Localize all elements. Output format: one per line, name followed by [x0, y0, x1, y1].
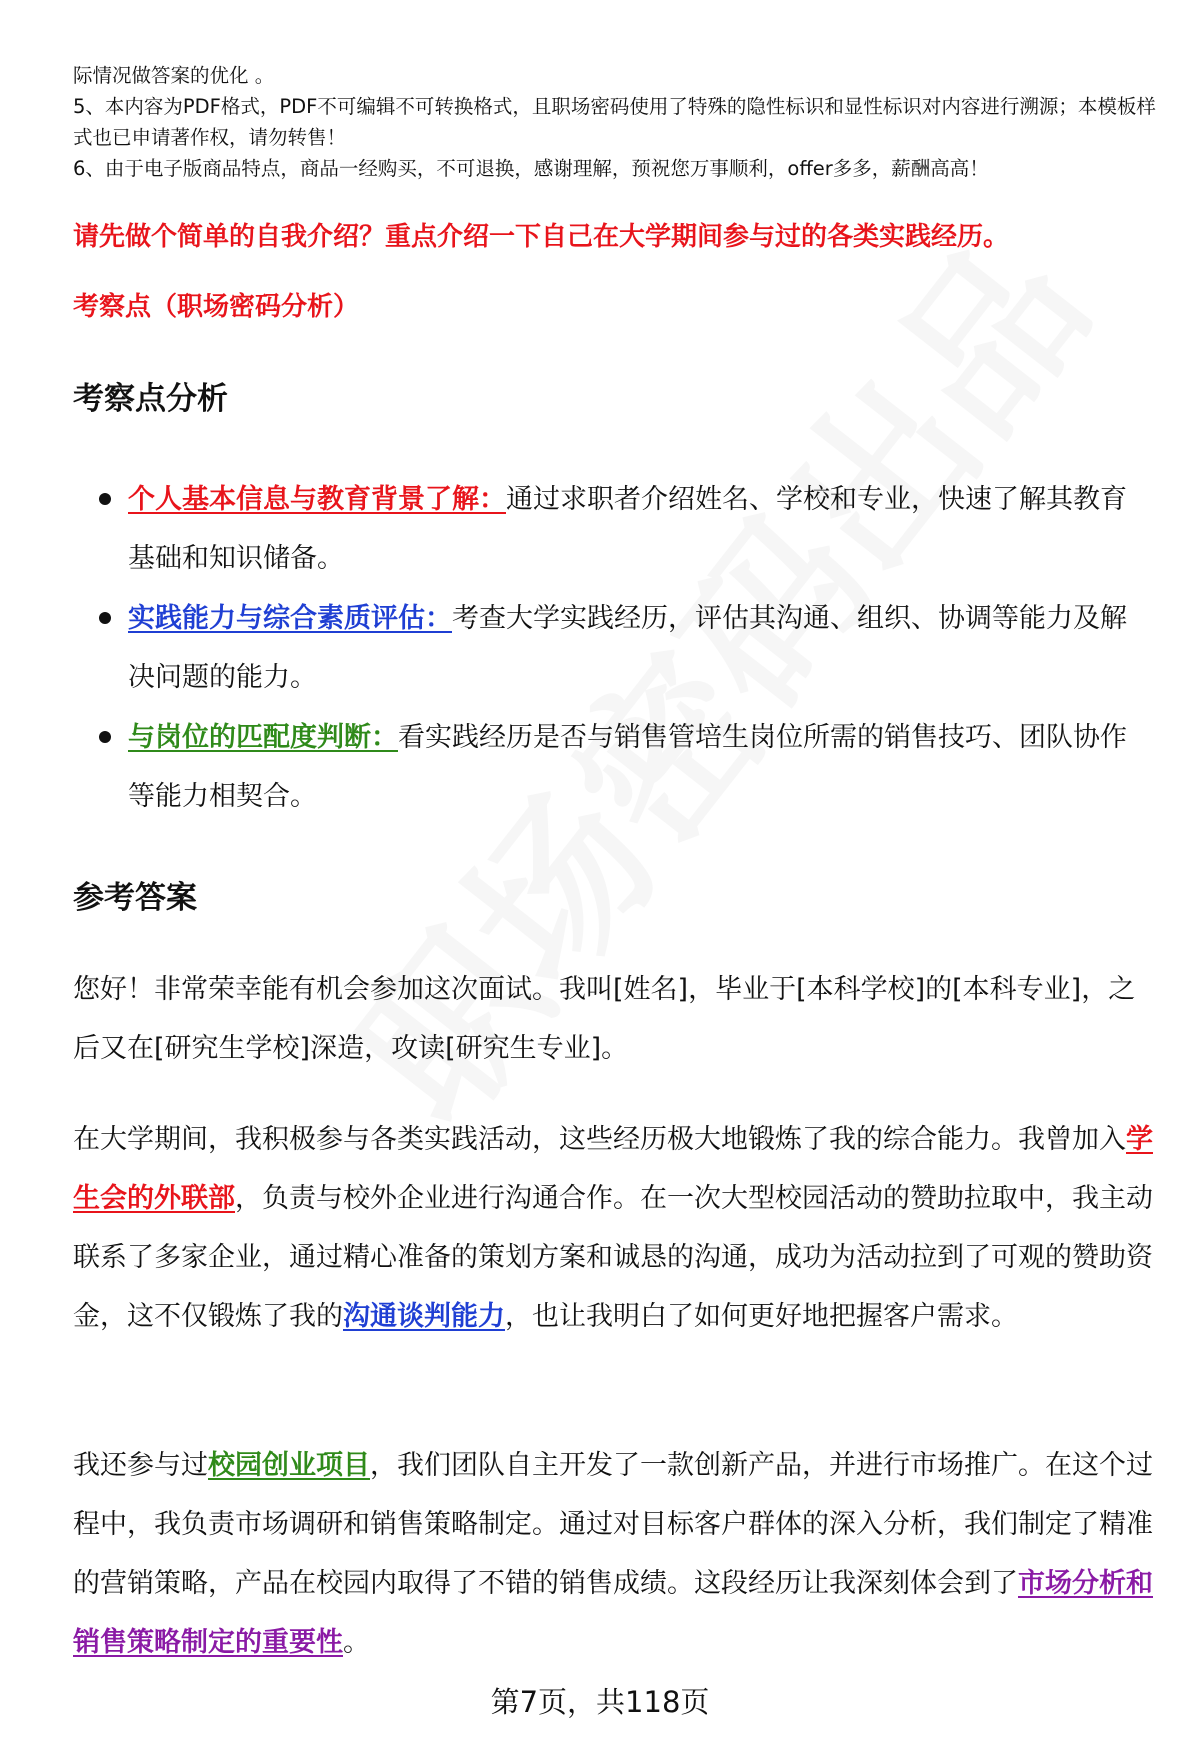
answer-keyword: 沟通谈判能力: [343, 1301, 505, 1332]
answer-text: ，负责与校外企业进行沟通合作。在一次大型校园活动的赞助拉取中，我主动联系了多家企业，通过精心准备的策划方案和诚恳的沟通，成功为活动拉到了可观的赞助资金，这不仅锻炼了我的: [73, 1183, 1153, 1332]
bullet-icon: [99, 493, 111, 505]
answer-keyword: 校园创业项目: [208, 1450, 370, 1481]
bullet-icon: [99, 612, 111, 624]
answer-text: 。: [343, 1627, 370, 1658]
answer-keyword: 学生会的外联部: [73, 1124, 1153, 1214]
answer-text: 我还参与过: [73, 1450, 208, 1481]
analysis-keyword: 个人基本信息与教育背景了解：: [128, 484, 506, 515]
answer-paragraph: [73, 1436, 1153, 1672]
analysis-heading: 考察点分析: [73, 381, 228, 417]
analysis-item: [73, 589, 1143, 707]
analysis-text: 看实践经历是否与销售管培生岗位所需的销售技巧、团队协作等能力相契合。: [128, 722, 1127, 812]
note-line: 际情况做答案的优化 。: [73, 64, 275, 87]
answer-paragraph: [73, 1110, 1153, 1346]
analysis-keyword: 与岗位的匹配度判断：: [128, 722, 398, 753]
interview-question: 请先做个简单的自我介绍？重点介绍一下自己在大学期间参与过的各类实践经历。: [73, 222, 1010, 252]
note-line: 6、由于电子版商品特点，商品一经购买，不可退换，感谢理解，预祝您万事顺利，offer多多，薪酬高高！: [73, 157, 989, 180]
notes-block: [73, 60, 1163, 184]
page-number: 第7页，共118页: [490, 1685, 710, 1719]
answer-paragraph: 您好！非常荣幸能有机会参加这次面试。我叫[姓名]，毕业于[本科学校]的[本科专业]，之后又在[研究生学校]深造，攻读[研究生专业]。: [73, 974, 1136, 1064]
analysis-text: 通过求职者介绍姓名、学校和专业，快速了解其教育基础和知识储备。: [128, 484, 1127, 574]
answer-keyword: 市场分析和销售策略制定的重要性: [73, 1568, 1153, 1658]
analysis-item: [73, 708, 1143, 826]
analysis-list: [73, 470, 1143, 827]
answer-text: ，我们团队自主开发了一款创新产品，并进行市场推广。在这个过程中，我负责市场调研和销售策略制定。通过对目标客户群体的深入分析，我们制定了精准的营销策略，产品在校园内取得了不错的销售成绩。这段经历让我深刻体会到了: [73, 1450, 1153, 1599]
bullet-icon: [99, 731, 111, 743]
answer-heading: 参考答案: [73, 880, 197, 916]
analysis-text: 考查大学实践经历，评估其沟通、组织、协调等能力及解决问题的能力。: [128, 603, 1127, 693]
analysis-keyword: 实践能力与综合素质评估：: [128, 603, 452, 634]
note-line: 5、本内容为PDF格式，PDF不可编辑不可转换格式，且职场密码使用了特殊的隐性标识和显性标识对内容进行溯源；本模板样式也已申请著作权，请勿转售！: [73, 95, 1156, 149]
answer-text: 在大学期间，我积极参与各类实践活动，这些经历极大地锻炼了我的综合能力。我曾加入: [73, 1124, 1126, 1155]
analysis-item: [73, 470, 1143, 588]
answer-text: ，也让我明白了如何更好地把握客户需求。: [505, 1301, 1018, 1332]
assessment-label: 考察点（职场密码分析）: [73, 292, 360, 322]
